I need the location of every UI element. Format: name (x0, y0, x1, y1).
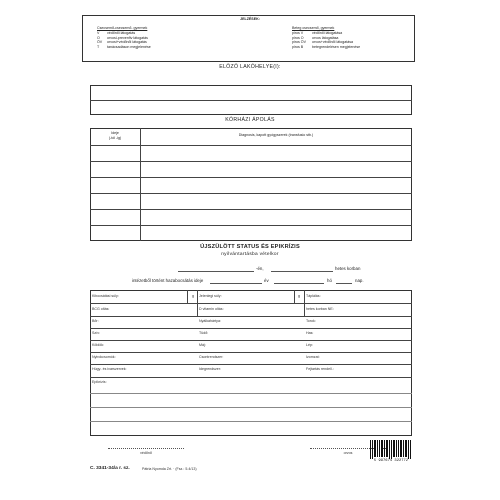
legend-left-item: V védőnői látogatás (97, 31, 136, 35)
hospital-col-date: Ideje (111, 131, 119, 135)
doctor-signature-label: orvos (343, 451, 353, 455)
nurse-signature-line[interactable] (108, 448, 184, 449)
registration-weeks-label: hetes korban (335, 266, 361, 271)
discharge-day-label: nap. (355, 278, 364, 283)
release-weight-label: Kibocsátási súly: (92, 294, 119, 298)
status-col-divider (187, 290, 188, 303)
nurse-signature-label: védőnő (140, 451, 152, 455)
status-row-line (90, 364, 412, 365)
hospital-row-line (90, 225, 412, 226)
status-row-line (90, 303, 412, 304)
legend-right-list (292, 31, 360, 49)
hospital-header-line (90, 145, 412, 146)
epicrisis-line (90, 407, 412, 408)
barcode (370, 440, 412, 465)
vitamin-d-label: D vitamin oltás: (199, 307, 224, 311)
status-row-line (90, 377, 412, 378)
hospital-row-line (90, 193, 412, 194)
hospital-row-line (90, 161, 412, 162)
epicrisis-label: Epikrízis: (92, 380, 107, 384)
status-grid (90, 290, 412, 436)
legend-title: JELZÉSEK: (240, 17, 260, 21)
legend-left-list (97, 31, 151, 49)
nervous-label: Idegrendszer: (199, 367, 221, 371)
legend-right-item: piros O orvos látogatása (292, 35, 339, 40)
legend-left-item: O orvosi-prevenfiv látogatás (97, 35, 148, 40)
barcode-digits: 5 997674 322772 (373, 459, 409, 463)
feeding-label: Táplálás: (306, 294, 321, 298)
heart-label: Szív: (92, 331, 100, 335)
legend-right-item: piros ÖV orvos+védőnői látogatása (292, 40, 354, 45)
registration-date-line[interactable] (178, 271, 254, 272)
hospital-row-line (90, 209, 412, 210)
throat-label: Torok: (306, 319, 316, 323)
head-posture-label: Fejtartás rendell.: (306, 367, 334, 371)
previous-residence-row-line (90, 100, 412, 101)
discharge-year-label: év (264, 278, 269, 283)
status-row-line (90, 328, 412, 329)
status-row-line (90, 352, 412, 353)
mucosa-label: Nyálkahártya: (199, 319, 221, 323)
muscle-label: Izomzat: (306, 355, 320, 359)
skeleton-label: Csontrendszer: (199, 355, 224, 359)
status-col-divider (294, 290, 295, 303)
abdomen-label: Has: (306, 331, 314, 335)
navel-label: Köldök: (92, 343, 104, 347)
liver-label: Máj: (199, 343, 206, 347)
epicrisis-line (90, 421, 412, 422)
registration-weeks-line[interactable] (271, 271, 333, 272)
hospital-care-heading: KÓRHÁZI ÁPOLÁS (225, 117, 275, 123)
hospital-col-diagnosis: Diagnosis, kapott gyógyszerek (transfusio stb.) (238, 133, 314, 137)
discharge-month-line[interactable] (274, 283, 324, 284)
legend-right-item: piros B betegrendelésen megjelenése (292, 44, 361, 49)
status-col-divider (304, 290, 305, 316)
epicrisis-line (90, 393, 412, 394)
newborn-status-subtitle: nyilvántartásba vételkor (221, 252, 279, 257)
registration-date-suffix: -én, (256, 266, 264, 271)
lung-label: Tüdő: (199, 331, 209, 335)
status-row-line (90, 340, 412, 341)
newborn-status-title: ÚJSZÜLÖTT STATUS ÉS EPIKRÍZIS (200, 244, 300, 250)
hospital-row-line (90, 177, 412, 178)
legend-right-item: piros V védőnői látogatása (292, 31, 343, 35)
legend-left-item: ÖV orvosi+védőnői látogatás (97, 40, 147, 45)
discharge-month-label: hó (327, 278, 332, 283)
discharge-day-line[interactable] (336, 283, 352, 284)
lymph-label: Nyirokcsomók: (92, 355, 116, 359)
status-col-divider (197, 290, 198, 316)
spleen-label: Lép: (306, 343, 313, 347)
current-weight-label: Jelenlegi súly: (199, 294, 222, 298)
discharge-year-line[interactable] (210, 283, 262, 284)
publisher-info: Pátria Nyomda Zrt. · (Fsz.: 5.4/13) (142, 467, 197, 471)
skin-label: Bőr: (92, 319, 99, 323)
form-code: C. 3341-34/a r. sz. (90, 466, 130, 471)
discharge-label: intézetből történt hazabocsátás ideje (132, 278, 204, 283)
legend-right-title: Beteg csecsemő, gyermek (292, 26, 335, 30)
legend-left-title: Csecsemő-csecsemő- gyermek (97, 26, 148, 30)
hospital-col-date-sub: (-tól -ig) (108, 136, 122, 140)
release-weight-unit: g (192, 294, 194, 298)
previous-residence-heading: ELŐZŐ LAKÓHELYE(I): (219, 64, 281, 70)
legend-left-item: T tanácsadáson megjelenése (97, 44, 151, 49)
current-weight-unit: g (298, 294, 300, 298)
status-row-line (90, 316, 412, 317)
barcode-bars (370, 440, 412, 459)
genital-label: Húgy- és ivarszervek: (92, 367, 127, 371)
weeks-age-label: hetes korban NE: (306, 307, 334, 311)
bcg-label: BCG oltás: (92, 307, 110, 311)
